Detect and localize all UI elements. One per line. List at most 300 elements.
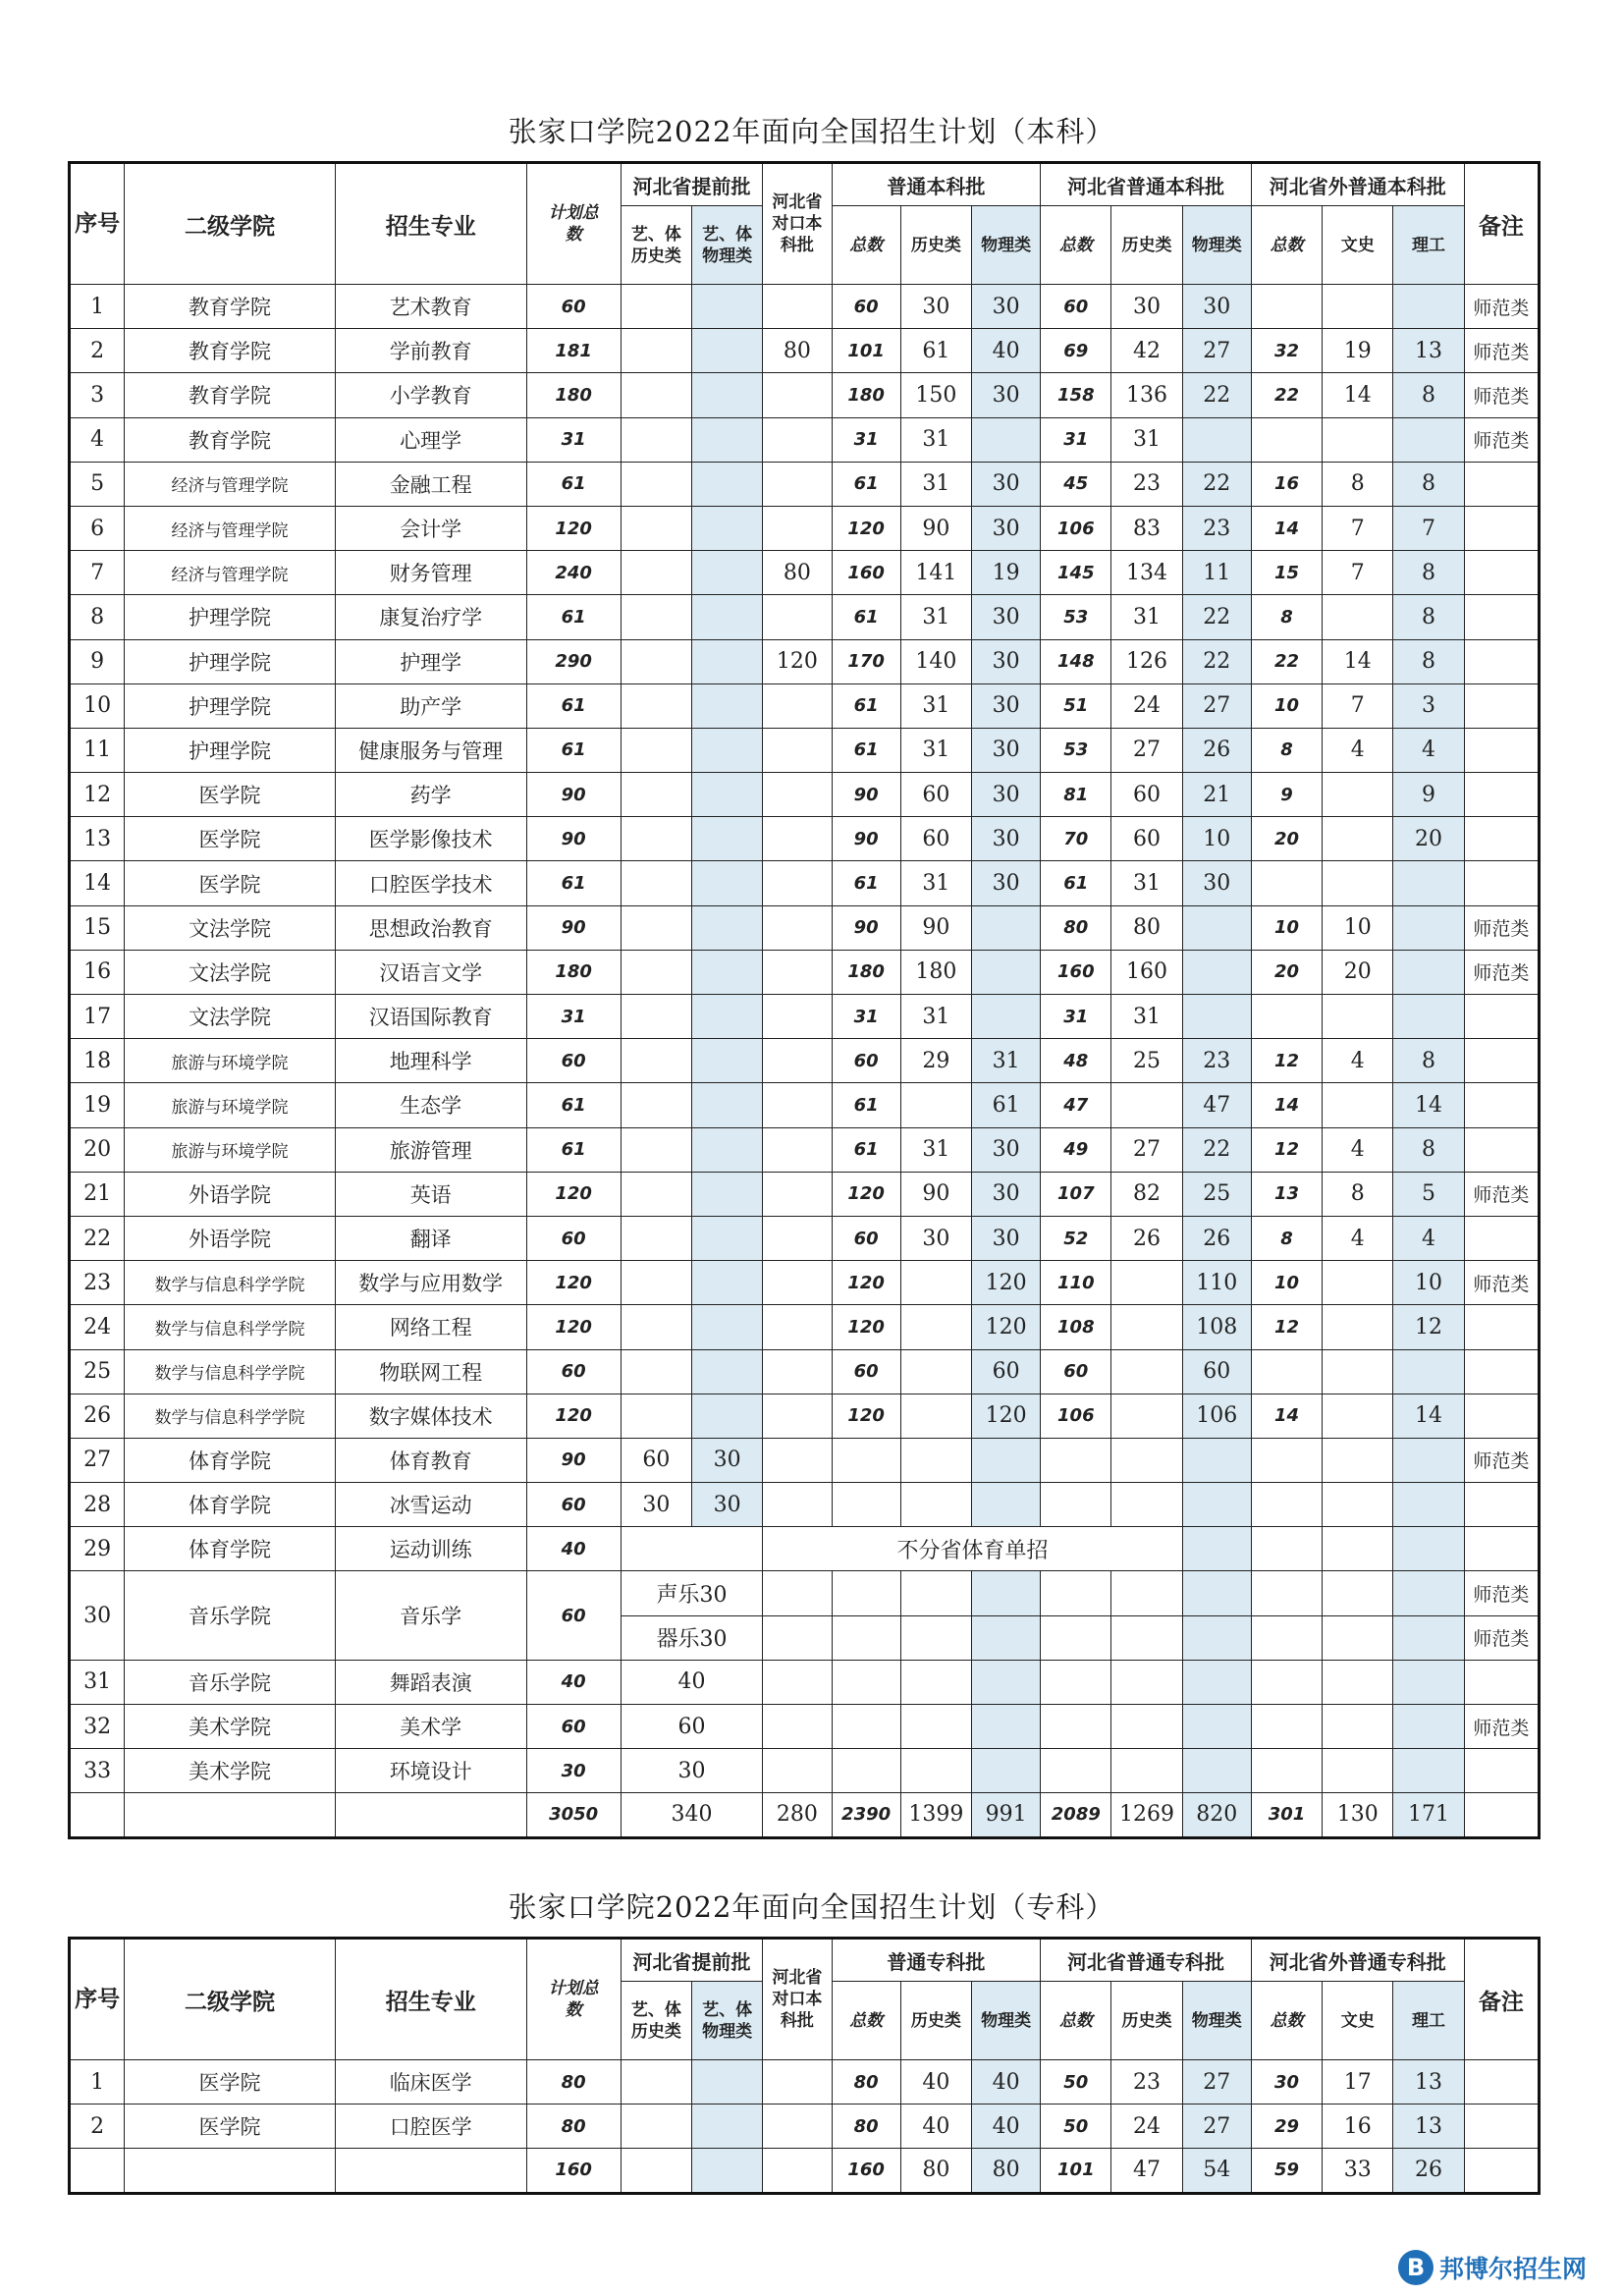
- hebei-hist-cell: [1111, 1261, 1182, 1305]
- duikou-cell: [763, 2060, 832, 2105]
- seq-cell: 25: [70, 1349, 125, 1394]
- general-total-cell: 90: [832, 817, 900, 861]
- header-general-sub-total: 总数: [832, 206, 900, 285]
- hebei-total-cell: 53: [1041, 595, 1111, 639]
- outside-wen-cell: 20: [1323, 950, 1393, 994]
- early-hist-cell: [621, 639, 691, 683]
- hebei-hist-cell: 30: [1111, 285, 1182, 329]
- general-phys-cell: 30: [971, 1127, 1040, 1172]
- undergrad-title: 张家口学院2022年面向全国招生计划（本科）: [508, 115, 1115, 148]
- hebei-phys-cell: 27: [1182, 2105, 1251, 2149]
- general-phys-cell: 30: [971, 773, 1040, 817]
- hebei-hist-cell: 60: [1111, 773, 1182, 817]
- hebei-phys-cell: 23: [1182, 506, 1251, 550]
- header-hebei-sub-phys: 物理类: [1182, 206, 1251, 285]
- general-total-cell: 61: [832, 1083, 900, 1127]
- total-cell: 61: [526, 462, 621, 506]
- hebei-hist-cell: 23: [1111, 462, 1182, 506]
- college-cell: 音乐学院: [125, 1571, 336, 1660]
- hebei-total-cell: 106: [1041, 1394, 1111, 1438]
- major-cell: 冰雪运动: [335, 1483, 526, 1527]
- seq-cell: 23: [70, 1261, 125, 1305]
- hebei-hist-cell: 160: [1111, 950, 1182, 994]
- college-cell: 护理学院: [125, 683, 336, 728]
- hebei-hist-cell: 23: [1111, 2060, 1182, 2105]
- hebei-phys-cell: 47: [1182, 1083, 1251, 1127]
- outside-li-cell: [1393, 1483, 1464, 1527]
- hebei-total-cell: 80: [1041, 905, 1111, 950]
- duikou-cell: [763, 1705, 832, 1749]
- duikou-cell: [763, 1571, 832, 1615]
- seq-cell: 29: [70, 1527, 125, 1571]
- outside-total-cell: 20: [1251, 817, 1322, 861]
- college-cell: 文法学院: [125, 905, 336, 950]
- table-row: [70, 1705, 1540, 1749]
- early-hist-cell: [621, 817, 691, 861]
- note-cell: [1464, 1527, 1539, 1571]
- general-hist-cell: 90: [900, 1172, 971, 1216]
- major-cell: 财务管理: [335, 551, 526, 595]
- college-cell: 外语学院: [125, 1216, 336, 1260]
- outside-wen-cell: [1323, 1527, 1393, 1571]
- note-cell: 师范类: [1464, 1438, 1539, 1482]
- outside-wen-cell: 4: [1323, 1039, 1393, 1083]
- empty-cell: [900, 1615, 971, 1660]
- note-cell: [1464, 1127, 1539, 1172]
- college-cell: 旅游与环境学院: [125, 1039, 336, 1083]
- outside-wen-cell: 7: [1323, 551, 1393, 595]
- major-cell: 金融工程: [335, 462, 526, 506]
- note-cell: [1464, 506, 1539, 550]
- early-hist-cell: [621, 462, 691, 506]
- general-phys-cell: [971, 417, 1040, 462]
- total-cell: 40: [526, 1527, 621, 1571]
- table-row: [70, 551, 1540, 595]
- hebei-phys-cell: 22: [1182, 1127, 1251, 1172]
- total-cell: 61: [526, 728, 621, 772]
- early-phys-cell: [692, 1216, 763, 1260]
- empty-cell: [832, 1705, 900, 1749]
- hebei-phys-cell: 60: [1182, 1349, 1251, 1394]
- header-total: 计划总数: [526, 1939, 621, 2060]
- early-phys-cell: [692, 728, 763, 772]
- header-early: 河北省提前批: [621, 163, 762, 206]
- junior-plan-table: [68, 1937, 1541, 2195]
- early-phys-cell: [692, 506, 763, 550]
- general-phys-cell: 30: [971, 639, 1040, 683]
- general-hist-cell: 31: [900, 683, 971, 728]
- general-hist-cell: 31: [900, 728, 971, 772]
- early-phys-cell: [692, 995, 763, 1039]
- empty-cell: [125, 1793, 336, 1837]
- duikou-cell: [763, 1039, 832, 1083]
- header-early-phys: 艺、体物理类: [692, 1982, 763, 2060]
- hebei-total-sum-cell: 101: [1041, 2149, 1111, 2193]
- general-total-cell: [832, 1483, 900, 1527]
- outside-wen-cell: [1323, 1394, 1393, 1438]
- note-cell: 师范类: [1464, 1172, 1539, 1216]
- seq-cell: 11: [70, 728, 125, 772]
- hebei-hist-cell: 134: [1111, 551, 1182, 595]
- outside-li-cell: [1393, 1349, 1464, 1394]
- outside-wen-cell: [1323, 1483, 1393, 1527]
- general-total-cell: 60: [832, 1349, 900, 1394]
- site-watermark-logo: [1398, 2247, 1614, 2288]
- header-early-hist: 艺、体历史类: [621, 206, 691, 285]
- outside-wen-cell: [1323, 417, 1393, 462]
- outside-total-cell: 12: [1251, 1127, 1322, 1172]
- hebei-total-cell: 108: [1041, 1305, 1111, 1349]
- empty-cell: [1393, 1615, 1464, 1660]
- total-cell: 60: [526, 1483, 621, 1527]
- early-hist-cell: [621, 1172, 691, 1216]
- empty-cell: [1041, 1571, 1111, 1615]
- major-cell: 心理学: [335, 417, 526, 462]
- outside-wen-cell: [1323, 817, 1393, 861]
- hebei-hist-cell: 24: [1111, 683, 1182, 728]
- seq-cell: 24: [70, 1305, 125, 1349]
- duikou-cell: [763, 995, 832, 1039]
- general-total-cell: 101: [832, 329, 900, 373]
- early-phys-cell: [692, 2060, 763, 2105]
- total-cell: 60: [526, 1039, 621, 1083]
- general-total-cell: 120: [832, 1261, 900, 1305]
- header-early-hist: 艺、体历史类: [621, 1982, 691, 2060]
- table-row: [70, 1127, 1540, 1172]
- seq-cell: 7: [70, 551, 125, 595]
- note-cell: [1464, 1083, 1539, 1127]
- outside-li-sum-cell: 171: [1393, 1793, 1464, 1837]
- hebei-hist-cell: 27: [1111, 728, 1182, 772]
- table-row: [70, 861, 1540, 905]
- early-phys-cell: [692, 905, 763, 950]
- hebei-hist-cell: [1111, 1305, 1182, 1349]
- hebei-phys-cell: [1182, 905, 1251, 950]
- outside-li-sum-cell: 26: [1393, 2149, 1464, 2193]
- outside-li-cell: 8: [1393, 639, 1464, 683]
- early-cell: 60: [621, 1705, 762, 1749]
- table-row: [70, 1394, 1540, 1438]
- early-hist-cell: [621, 1305, 691, 1349]
- outside-li-cell: 13: [1393, 2060, 1464, 2105]
- early-phys-cell: [692, 817, 763, 861]
- hebei-phys-cell: [1182, 1527, 1251, 1571]
- general-hist-cell: 31: [900, 462, 971, 506]
- hebei-total-cell: 160: [1041, 950, 1111, 994]
- early-phys-cell: [692, 285, 763, 329]
- general-hist-cell: 180: [900, 950, 971, 994]
- college-cell: 数学与信息科学学院: [125, 1261, 336, 1305]
- empty-cell: [832, 1615, 900, 1660]
- hebei-total-cell: 69: [1041, 329, 1111, 373]
- outside-li-cell: [1393, 417, 1464, 462]
- general-total-cell: 160: [832, 551, 900, 595]
- outside-total-cell: [1251, 1527, 1322, 1571]
- total-cell: 80: [526, 2060, 621, 2105]
- duikou-cell: [763, 683, 832, 728]
- hebei-phys-cell: 25: [1182, 1172, 1251, 1216]
- hebei-phys-cell: 22: [1182, 373, 1251, 417]
- general-total-cell: 60: [832, 1216, 900, 1260]
- general-total-cell: 180: [832, 950, 900, 994]
- outside-li-cell: 8: [1393, 595, 1464, 639]
- outside-wen-cell: 8: [1323, 1172, 1393, 1216]
- general-hist-cell: 31: [900, 995, 971, 1039]
- note-cell: [1464, 1039, 1539, 1083]
- table-row: [70, 1571, 1540, 1615]
- general-phys-cell: 30: [971, 683, 1040, 728]
- outside-total-cell: 22: [1251, 639, 1322, 683]
- empty-cell: [1393, 1705, 1464, 1749]
- outside-total-sum-cell: 59: [1251, 2149, 1322, 2193]
- empty-cell: [971, 1749, 1040, 1793]
- general-total-sum-cell: 160: [832, 2149, 900, 2193]
- general-hist-cell: [900, 1083, 971, 1127]
- empty-cell: [1464, 1793, 1539, 1837]
- general-total-cell: 120: [832, 1172, 900, 1216]
- duikou-cell: [763, 1261, 832, 1305]
- early-cell: [621, 1527, 762, 1571]
- empty-cell: [1041, 1615, 1111, 1660]
- seq-cell: 1: [70, 2060, 125, 2105]
- general-hist-cell: 60: [900, 773, 971, 817]
- total-cell: 60: [526, 1705, 621, 1749]
- empty-cell: [1323, 1660, 1393, 1704]
- early-hist-cell: [621, 2060, 691, 2105]
- outside-wen-cell: [1323, 1305, 1393, 1349]
- early-hist-cell: [621, 551, 691, 595]
- note-cell: [1464, 728, 1539, 772]
- hebei-phys-cell: 30: [1182, 285, 1251, 329]
- duikou-cell: [763, 462, 832, 506]
- empty-cell: [1182, 1615, 1251, 1660]
- empty-cell: [70, 1793, 125, 1837]
- note-cell: [1464, 861, 1539, 905]
- outside-wen-cell: 16: [1323, 2105, 1393, 2149]
- header-outside-sub-li: 理工: [1393, 206, 1464, 285]
- major-cell: 临床医学: [335, 2060, 526, 2105]
- hebei-total-cell: 51: [1041, 683, 1111, 728]
- outside-li-cell: 9: [1393, 773, 1464, 817]
- table-row: [70, 1660, 1540, 1704]
- outside-li-cell: 14: [1393, 1083, 1464, 1127]
- duikou-cell: 80: [763, 551, 832, 595]
- total-cell: 40: [526, 1660, 621, 1704]
- header-hebei-general: 河北省普通专科批: [1041, 1939, 1252, 1982]
- duikou-cell: [763, 1349, 832, 1394]
- note-cell: [1464, 551, 1539, 595]
- outside-wen-sum-cell: 33: [1323, 2149, 1393, 2193]
- outside-wen-cell: 8: [1323, 462, 1393, 506]
- college-cell: 文法学院: [125, 995, 336, 1039]
- outside-total-cell: 14: [1251, 1394, 1322, 1438]
- seq-cell: 28: [70, 1483, 125, 1527]
- hebei-phys-cell: 10: [1182, 817, 1251, 861]
- duikou-sum-cell: 280: [763, 1793, 832, 1837]
- general-phys-cell: 30: [971, 373, 1040, 417]
- outside-total-cell: [1251, 861, 1322, 905]
- hebei-hist-cell: [1111, 1349, 1182, 1394]
- duikou-cell: [763, 373, 832, 417]
- college-cell: 体育学院: [125, 1527, 336, 1571]
- general-hist-cell: 90: [900, 905, 971, 950]
- outside-wen-cell: [1323, 1261, 1393, 1305]
- general-phys-cell: 120: [971, 1261, 1040, 1305]
- empty-cell: [1111, 1571, 1182, 1615]
- general-hist-cell: 40: [900, 2105, 971, 2149]
- college-cell: 教育学院: [125, 329, 336, 373]
- general-hist-cell: 31: [900, 595, 971, 639]
- general-phys-cell: 30: [971, 1216, 1040, 1260]
- note-cell: 师范类: [1464, 950, 1539, 994]
- early-phys-cell: [692, 1172, 763, 1216]
- general-hist-cell: 30: [900, 285, 971, 329]
- hebei-hist-cell: 60: [1111, 817, 1182, 861]
- general-total-cell: 60: [832, 1039, 900, 1083]
- hebei-total-cell: 81: [1041, 773, 1111, 817]
- total-cell: 180: [526, 950, 621, 994]
- header-outside-general: 河北省外普通专科批: [1251, 1939, 1464, 1982]
- outside-li-cell: 8: [1393, 551, 1464, 595]
- general-hist-cell: 31: [900, 417, 971, 462]
- general-phys-cell: 60: [971, 1349, 1040, 1394]
- hebei-hist-cell: 27: [1111, 1127, 1182, 1172]
- duikou-cell: [763, 1305, 832, 1349]
- college-cell: 护理学院: [125, 728, 336, 772]
- college-cell: 经济与管理学院: [125, 551, 336, 595]
- hebei-hist-sum-cell: 1269: [1111, 1793, 1182, 1837]
- general-hist-cell: [900, 1438, 971, 1482]
- early-phys-cell: [692, 595, 763, 639]
- hebei-total-cell: 52: [1041, 1216, 1111, 1260]
- merged-note-cell: 不分省体育单招: [763, 1527, 1182, 1571]
- general-total-cell: 80: [832, 2060, 900, 2105]
- general-phys-cell: 120: [971, 1394, 1040, 1438]
- general-total-cell: 120: [832, 1394, 900, 1438]
- major-cell: 舞蹈表演: [335, 1660, 526, 1704]
- outside-wen-cell: 4: [1323, 1127, 1393, 1172]
- empty-cell: [1182, 1571, 1251, 1615]
- note-cell: [1464, 1749, 1539, 1793]
- general-total-cell: 80: [832, 2105, 900, 2149]
- note-cell: [1464, 462, 1539, 506]
- outside-wen-cell: 4: [1323, 1216, 1393, 1260]
- major-cell: 小学教育: [335, 373, 526, 417]
- empty-cell: [971, 1660, 1040, 1704]
- early-hist-cell: [621, 905, 691, 950]
- hebei-total-cell: [1041, 1438, 1111, 1482]
- outside-total-cell: 30: [1251, 2060, 1322, 2105]
- hebei-phys-sum-cell: 54: [1182, 2149, 1251, 2193]
- site-logo-text: 邦博尔招生网: [1439, 2255, 1588, 2283]
- empty-cell: [1393, 1749, 1464, 1793]
- hebei-hist-cell: 42: [1111, 329, 1182, 373]
- college-cell: 医学院: [125, 861, 336, 905]
- college-cell: 体育学院: [125, 1483, 336, 1527]
- empty-cell: [1323, 1749, 1393, 1793]
- hebei-hist-cell: 31: [1111, 595, 1182, 639]
- table-row: [70, 329, 1540, 373]
- seq-cell: 22: [70, 1216, 125, 1260]
- header-outside-general: 河北省外普通本科批: [1251, 163, 1464, 206]
- duikou-cell: [763, 506, 832, 550]
- seq-cell: 9: [70, 639, 125, 683]
- general-hist-cell: 150: [900, 373, 971, 417]
- outside-total-cell: [1251, 1483, 1322, 1527]
- outside-li-cell: [1393, 1438, 1464, 1482]
- college-cell: 医学院: [125, 2060, 336, 2105]
- duikou-cell: [763, 1394, 832, 1438]
- early-hist-cell: 60: [621, 1438, 691, 1482]
- college-cell: 教育学院: [125, 417, 336, 462]
- hebei-hist-cell: 31: [1111, 995, 1182, 1039]
- header-seq: 序号: [70, 1939, 125, 2060]
- general-phys-cell: 30: [971, 1172, 1040, 1216]
- table-row: [70, 1083, 1540, 1127]
- hebei-hist-cell: 31: [1111, 417, 1182, 462]
- empty-cell: [1041, 1705, 1111, 1749]
- major-cell: 健康服务与管理: [335, 728, 526, 772]
- hebei-total-cell: 53: [1041, 728, 1111, 772]
- table-row: [70, 462, 1540, 506]
- general-phys-cell: 40: [971, 329, 1040, 373]
- college-cell: 旅游与环境学院: [125, 1127, 336, 1172]
- empty-cell: [692, 2149, 763, 2193]
- seq-cell: 8: [70, 595, 125, 639]
- note-cell: [1464, 1305, 1539, 1349]
- header-seq: 序号: [70, 163, 125, 285]
- general-hist-cell: 31: [900, 1127, 971, 1172]
- general-total-cell: 90: [832, 905, 900, 950]
- general-hist-cell: 40: [900, 2060, 971, 2105]
- general-phys-cell: 30: [971, 817, 1040, 861]
- general-hist-cell: 61: [900, 329, 971, 373]
- college-cell: 文法学院: [125, 950, 336, 994]
- header-note: 备注: [1464, 163, 1539, 285]
- outside-li-cell: 3: [1393, 683, 1464, 728]
- general-total-cell: 31: [832, 417, 900, 462]
- note-cell: [1464, 1216, 1539, 1260]
- early-hist-cell: [621, 995, 691, 1039]
- header-early-phys: 艺、体物理类: [692, 206, 763, 285]
- seq-cell: 2: [70, 2105, 125, 2149]
- college-cell: 音乐学院: [125, 1660, 336, 1704]
- early-hist-cell: [621, 1261, 691, 1305]
- seq-cell: 27: [70, 1438, 125, 1482]
- duikou-cell: 80: [763, 329, 832, 373]
- seq-cell: 19: [70, 1083, 125, 1127]
- general-hist-cell: 141: [900, 551, 971, 595]
- outside-li-cell: [1393, 285, 1464, 329]
- outside-total-cell: 9: [1251, 773, 1322, 817]
- outside-total-cell: 14: [1251, 1083, 1322, 1127]
- general-phys-sum-cell: 991: [971, 1793, 1040, 1837]
- total-cell: 120: [526, 1394, 621, 1438]
- header-hebei-sub-total: 总数: [1041, 206, 1111, 285]
- hebei-hist-cell: 126: [1111, 639, 1182, 683]
- header-general-sub-total: 总数: [832, 1982, 900, 2060]
- outside-li-cell: [1393, 995, 1464, 1039]
- duikou-cell: [763, 861, 832, 905]
- total-cell: 61: [526, 1127, 621, 1172]
- early-phys-cell: [692, 1349, 763, 1394]
- header-hebei-sub-phys: 物理类: [1182, 1982, 1251, 2060]
- early-hist-cell: [621, 595, 691, 639]
- total-cell: 120: [526, 1305, 621, 1349]
- early-hist-cell: [621, 1039, 691, 1083]
- table-row: [70, 1305, 1540, 1349]
- empty-cell: [1251, 1615, 1322, 1660]
